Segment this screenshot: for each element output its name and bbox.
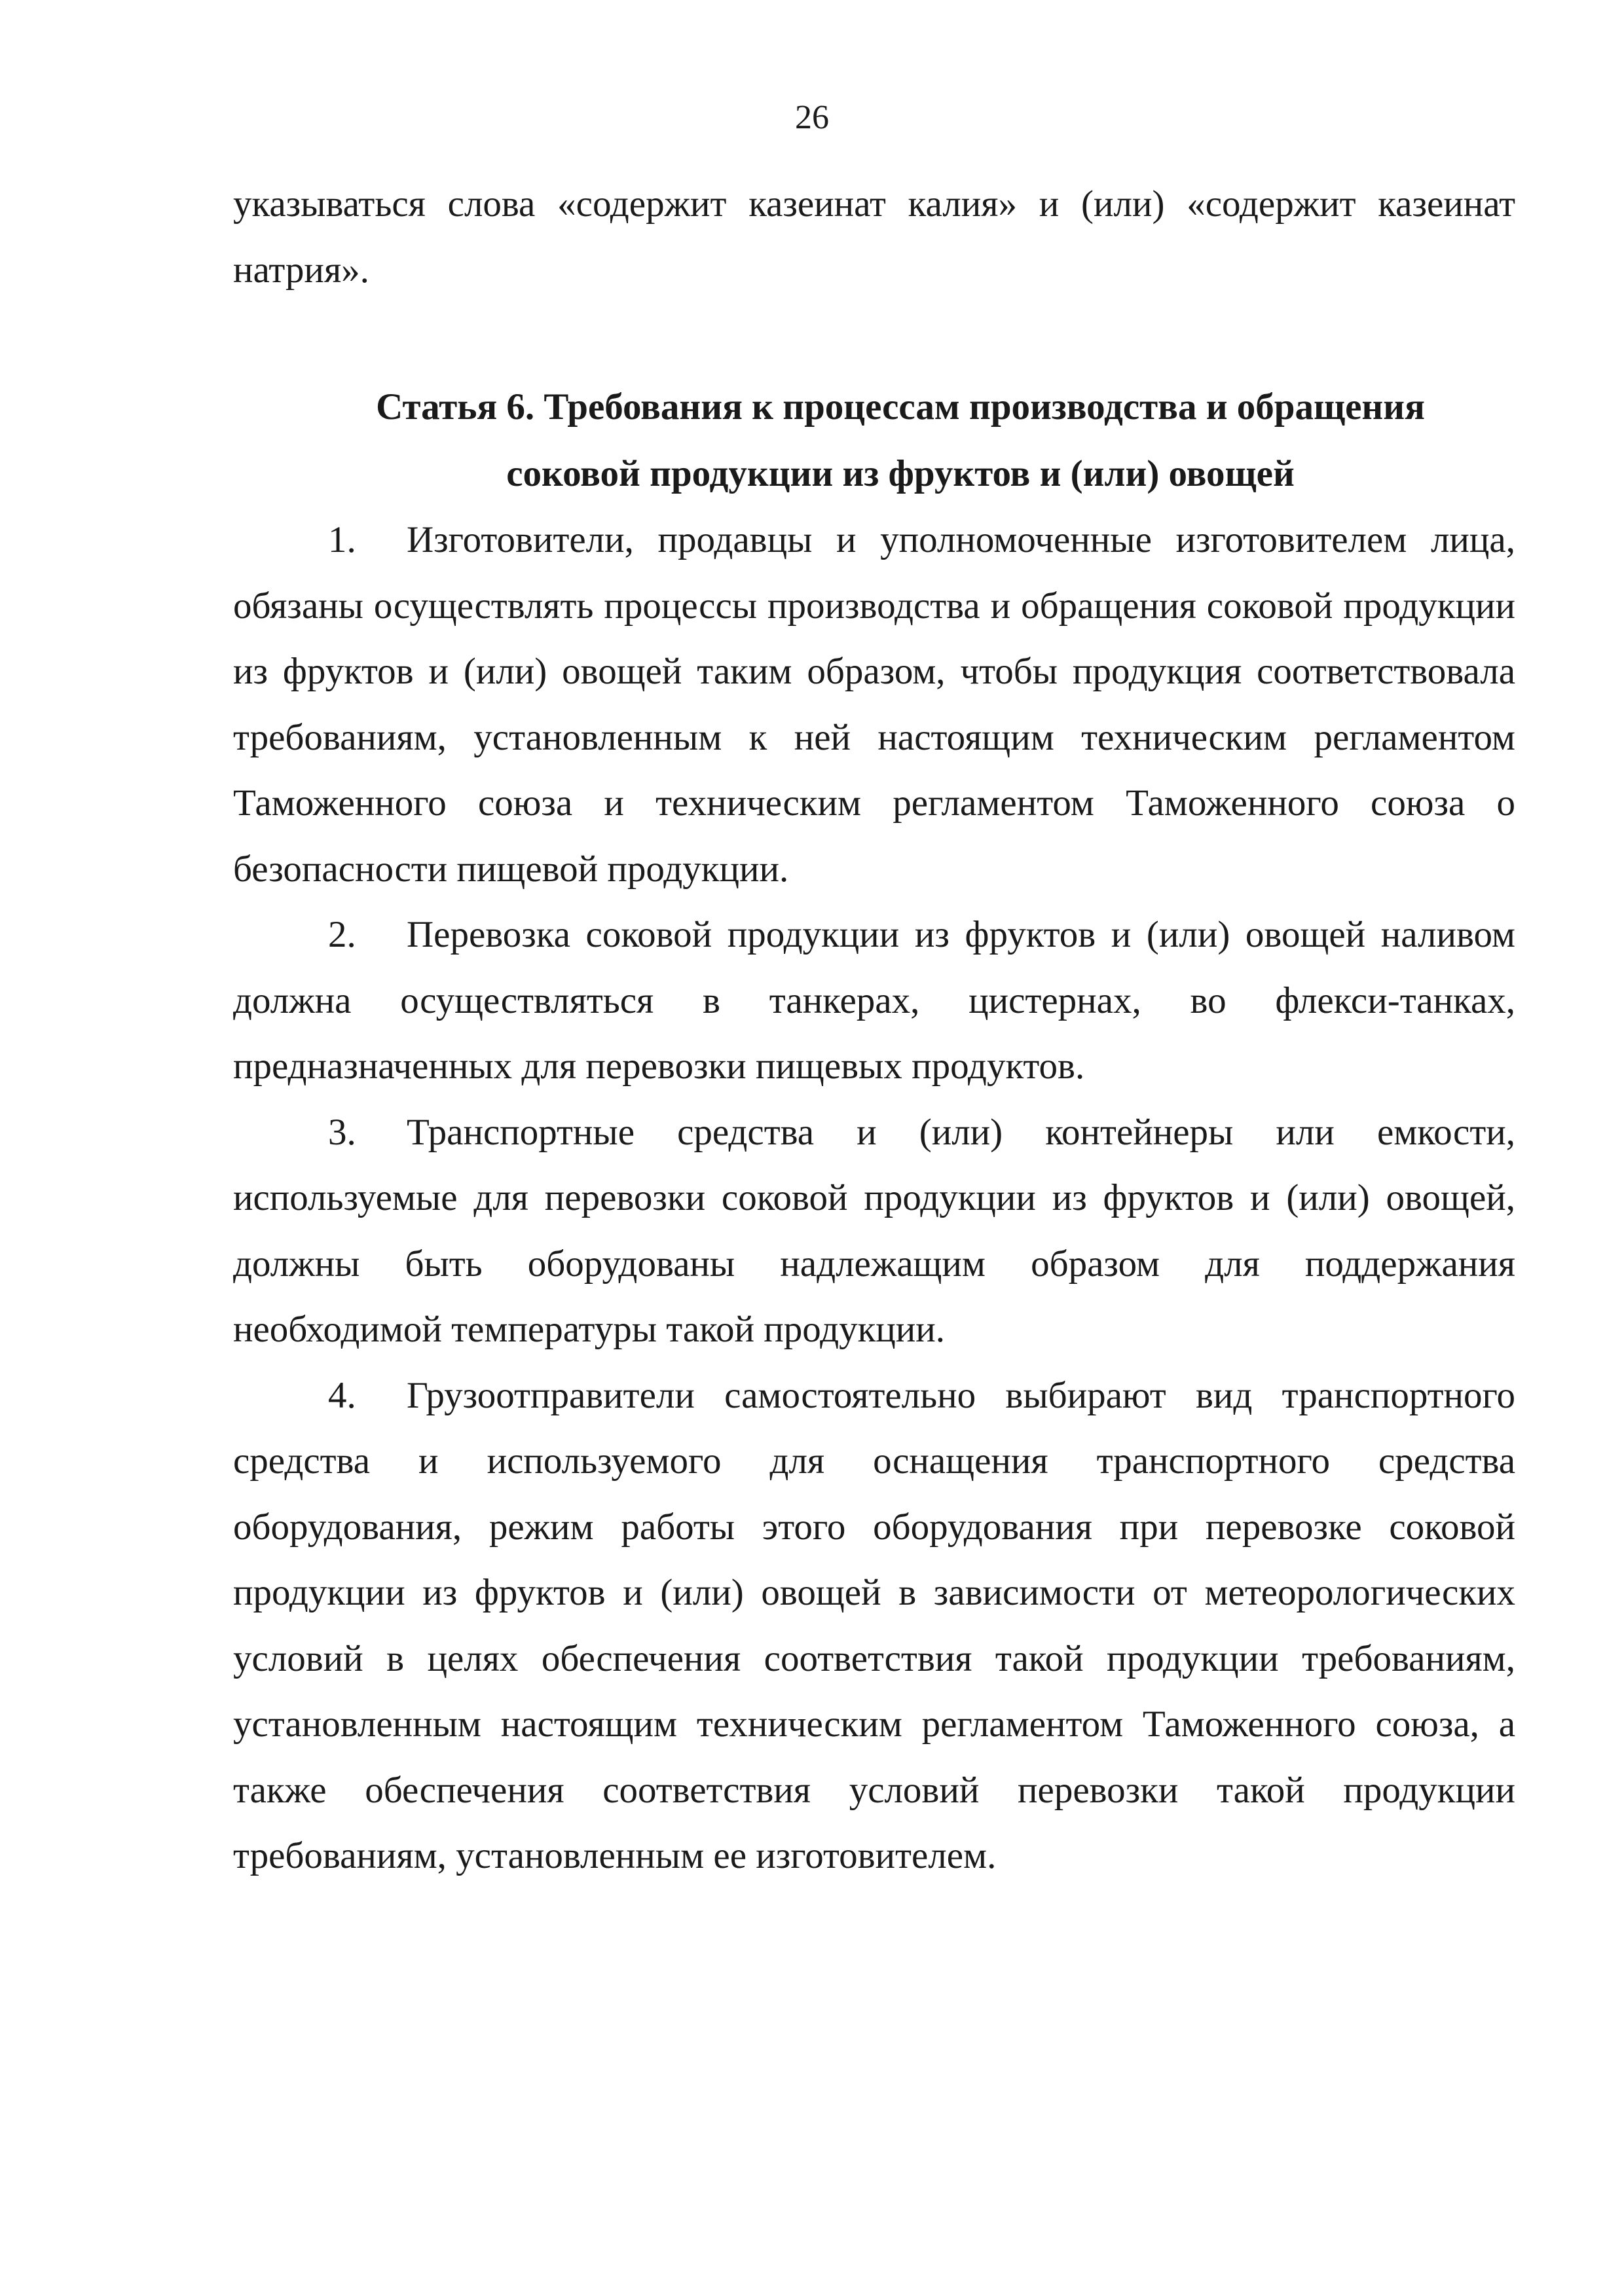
item-number: 1. — [328, 519, 356, 560]
article-heading-line-1: Статья 6. Требования к процессам производства и обращения — [376, 386, 1425, 428]
page-number: 26 — [795, 99, 829, 136]
item-text: Изготовители, продавцы и уполномоченные изготовителем лица, обязаны осуществлять процессы производства и обращения соковой продукции из фруктов и (или) овощей таким образом, чтобы продукция соответствовала требованиям, установленным к ней настоящим техническим регламентом Таможенного союза и техническим регламентом Таможенного союза о безопасности пищевой продукции. — [233, 519, 1515, 890]
article-heading — [233, 374, 1515, 507]
page-content — [233, 172, 1515, 1889]
article-heading-line-2: соковой продукции из фруктов и (или) овощей — [506, 453, 1295, 494]
article-item-3 — [233, 1100, 1515, 1363]
item-number: 4. — [328, 1374, 356, 1416]
continuation-paragraph: указываться слова «содержит казеинат калия» и (или) «содержит казеинат натрия». — [233, 183, 1515, 291]
item-text: Перевозка соковой продукции из фруктов и (или) овощей наливом должна осуществляться в танкерах, цистернах, во флекси-танках, предназначенных для перевозки пищевых продуктов. — [233, 914, 1515, 1087]
item-number: 2. — [328, 914, 356, 955]
article-item-4 — [233, 1363, 1515, 1889]
item-number: 3. — [328, 1111, 356, 1153]
item-text: Транспортные средства и (или) контейнеры или емкости, используемые для перевозки соковой продукции из фруктов и (или) овощей, должны быть оборудованы надлежащим образом для поддержания необходимой температуры такой продукции. — [233, 1111, 1515, 1350]
article-item-1 — [233, 507, 1515, 902]
item-text: Грузоотправители самостоятельно выбирают вид транспортного средства и используемого для оснащения транспортного средства оборудования, режим работы этого оборудования при перевозке соковой продукции из фруктов и (или) овощей в зависимости от метеорологических условий в целях обеспечения соответствия такой продукции требованиям, установленным настоящим техническим регламентом Таможенного союза, а также обеспечения соответствия условий перевозки такой продукции требованиям, установленным ее изготовителем. — [233, 1374, 1515, 1876]
article-item-2 — [233, 902, 1515, 1100]
